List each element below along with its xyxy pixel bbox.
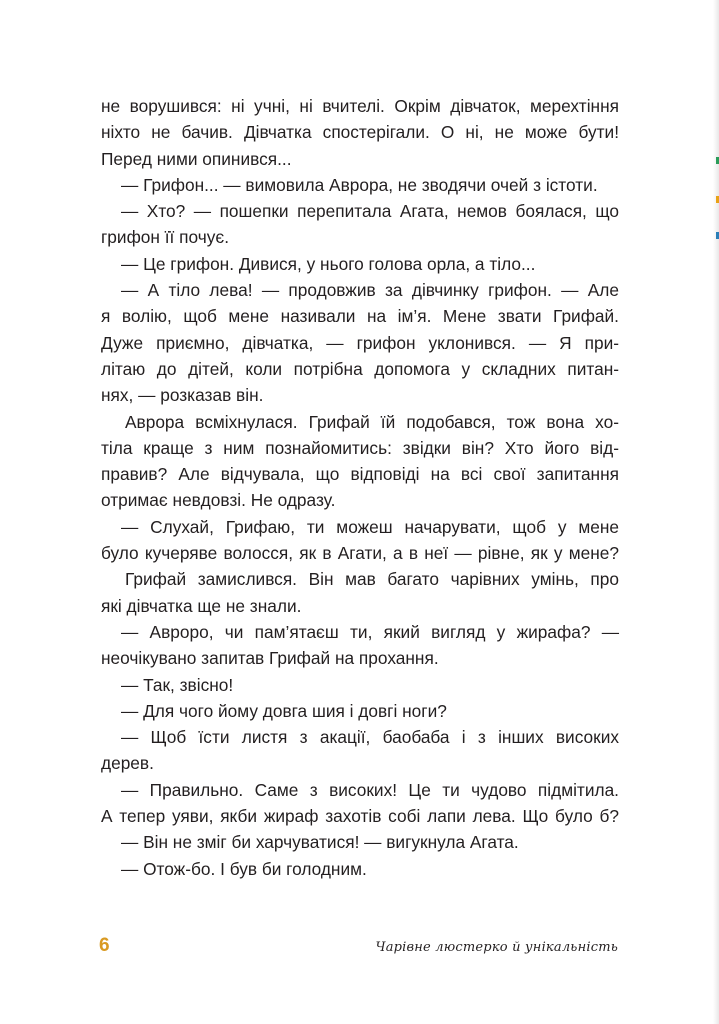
text-line: — Він не зміг би харчуватися! — вигукнула Агата. xyxy=(121,832,519,853)
text-line: не ворушився: ні учні, ні вчителі. Окрім дівчаток, мерехтіння xyxy=(101,96,619,116)
body-text xyxy=(101,93,619,882)
text-line: — Так, звісно! xyxy=(121,674,234,695)
text-line: — Слухай, Грифаю, ти можеш начарувати, щоб у мене xyxy=(121,516,619,537)
text-line: — Грифон... — вимовила Аврора, не зводячи очей з істоти. xyxy=(121,174,598,195)
text-line: літаю до дітей, коли потрібна допомога у складних питан- xyxy=(101,358,619,379)
text-line: я волію, щоб мене називали на ім’я. Мене звати Грифай. xyxy=(101,306,619,327)
text-line: — Це грифон. Дивися, у нього голова орла, а тіло... xyxy=(121,253,536,274)
text-line: — Авроро, чи пам’ятаєш ти, який вигляд у жирафа? — xyxy=(121,621,619,642)
text-line: — Правильно. Саме з високих! Це ти чудово підмітила. xyxy=(121,779,619,800)
page-edge xyxy=(713,0,719,1024)
text-line: Грифай замислився. Він мав багато чарівних умінь, про xyxy=(125,569,619,590)
text-line: — Щоб їсти листя з акації, баобаба і з інших високих xyxy=(121,727,619,748)
text-line: — Отож-бо. І був би голодним. xyxy=(121,858,367,879)
text-line: ніхто не бачив. Дівчатка спостерігали. О ні, не може бути! xyxy=(101,122,619,143)
text-line: які дівчатка ще не знали. xyxy=(101,595,302,616)
text-line: — Хто? — пошепки перепитала Агата, немов боялася, що xyxy=(121,201,619,222)
page-number: 6 xyxy=(99,935,110,956)
text-line: неочікувано запитав Грифай на прохання. xyxy=(101,648,439,669)
text-line: дерев. xyxy=(101,753,154,774)
text-line: було кучеряве волосся, як в Агати, а в неї — рівне, як у мене? xyxy=(101,543,619,564)
text-line: Перед ними опинився... xyxy=(101,148,292,169)
text-line: отримає невдовзі. Не одразу. xyxy=(101,490,336,511)
running-title: Чарівне люстерко й унікальність xyxy=(375,940,618,955)
text-line: — А тіло лева! — продовжив за дівчинку грифон. — Але xyxy=(121,280,619,301)
text-line: — Для чого йому довга шия і довгі ноги? xyxy=(121,700,447,721)
text-line: Аврора всміхнулася. Грифай їй подобався, тож вона хо- xyxy=(125,411,619,432)
text-line: правив? Але відчувала, що відповіді на всі свої запитання xyxy=(101,464,619,485)
text-line: тіла краще з ним познайомитись: звідки він? Хто його від- xyxy=(101,437,619,458)
text-line: А тепер уяви, якби жираф захотів собі лапи лева. Що було б? xyxy=(101,806,619,827)
text-line: грифон її почує. xyxy=(101,227,229,248)
text-line: Дуже приємно, дівчатка, — грифон уклонився. — Я при- xyxy=(101,332,619,353)
text-line: нях, — розказав він. xyxy=(101,385,264,406)
